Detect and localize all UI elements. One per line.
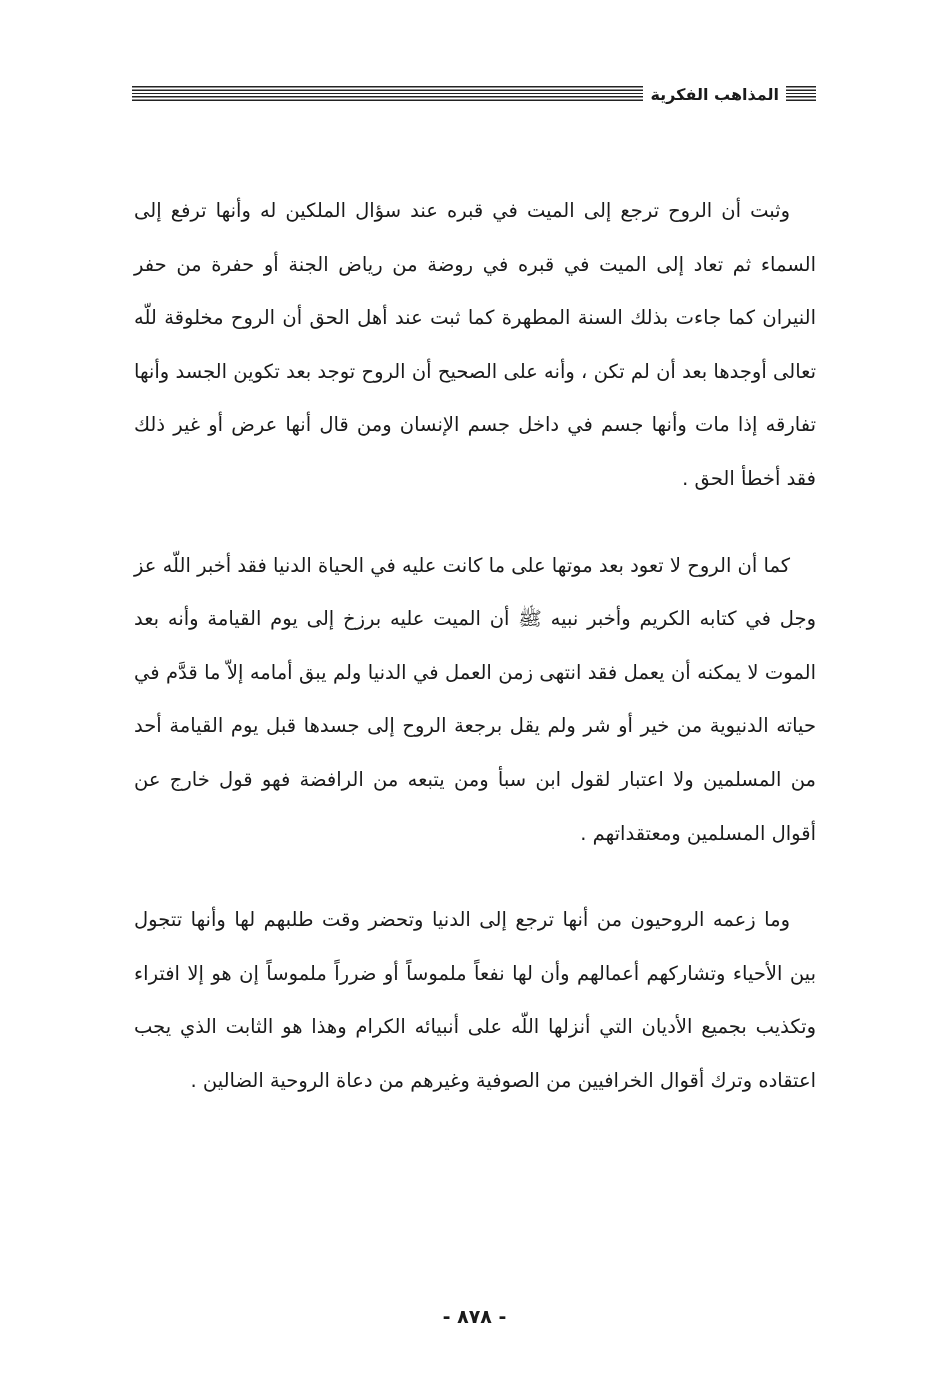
page-number: - ٨٧٨ - bbox=[442, 1306, 507, 1328]
header-title: المذاهب الفكرية bbox=[650, 84, 779, 104]
paragraph-2: كما أن الروح لا تعود بعد موتها على ما كانت عليه في الحياة الدنيا فقد أخبر اللّه عز وجل في كتابه الكريم وأخبر نبيه ﷺ أن الميت عليه برزخ إلى يوم القيامة وأنه بعد الموت لا يمكنه أن يعمل فقد انتهى زمن العمل في الدنيا ولم يبق أمامه إلاّ ما قدَّم في حياته الدنيوية من خير أو شر ولم يقل برجعة الروح إلى جسدها قبل يوم القيامة أحد من المسلمين ولا اعتبار لقول ابن سبأ ومن يتبعه من الرافضة فهو قول خارج عن أقوال المسلمين ومعتقداتهم . bbox=[134, 553, 816, 845]
paragraph-3: وما زعمه الروحيون من أنها ترجع إلى الدنيا وتحضر وقت طلبهم لها وأنها تتجول بين الأحياء وتشاركهم أعمالهم وأن لها نفعاً ملموساً أو ضرراً ملموساً إن هو إلا افتراء وتكذيب بجميع الأديان التي أنزلها اللّه على أنبيائه الكرام وهذا هو الثابت الذي يجب اعتقاده وترك أقوال الخرافيين من الصوفية وغيرهم من دعاة الروحية الضالين . bbox=[134, 908, 816, 1092]
running-header bbox=[132, 82, 816, 106]
header-rule-ornament bbox=[786, 86, 816, 103]
paragraph-1: وثبت أن الروح ترجع إلى الميت في قبره عند سؤال الملكين له وأنها ترفع إلى السماء ثم تعاد إلى الميت في قبره في روضة من رياض الجنة أو حفرة من حفر النيران كما جاءت بذلك السنة المطهرة كما ثبت عند أهل الحق أن الروح مخلوقة للّه تعالى أوجدها بعد أن لم تكن ، وأنه على الصحيح أن الروح توجد بعد تكوين الجسد وأنها تفارقه إذا مات وأنها جسم في داخل جسم الإنسان ومن قال أنها عرض أو غير ذلك فقد أخطأ الحق . bbox=[134, 199, 816, 490]
header-rule-lines bbox=[132, 86, 643, 103]
body-text bbox=[134, 184, 816, 1108]
